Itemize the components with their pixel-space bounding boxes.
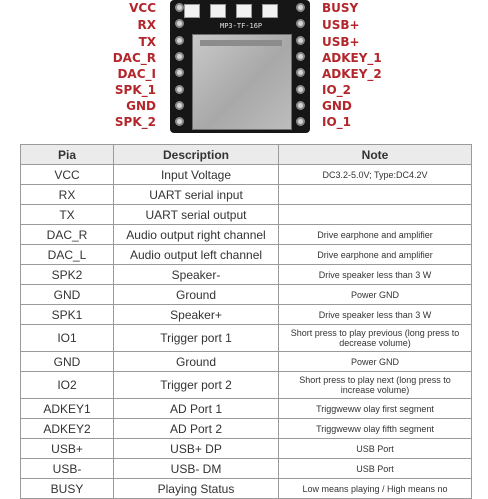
table-row bbox=[21, 265, 472, 285]
mp3-module-board bbox=[170, 0, 310, 133]
pin-label: SPK_2 bbox=[114, 115, 156, 129]
description-cell: USB- DM bbox=[114, 459, 279, 479]
pin-cell: USB+ bbox=[21, 439, 114, 459]
description-cell: AD Port 1 bbox=[114, 399, 279, 419]
table-row bbox=[21, 419, 472, 439]
note-cell: Short press to play previous (long press to decrease volume) bbox=[279, 325, 472, 352]
pin-hole bbox=[175, 19, 184, 28]
table-row bbox=[21, 399, 472, 419]
description-cell: USB+ DP bbox=[114, 439, 279, 459]
note-cell bbox=[279, 185, 472, 205]
table-row bbox=[21, 352, 472, 372]
pin-label: DAC_I bbox=[117, 67, 156, 81]
description-cell: Trigger port 2 bbox=[114, 372, 279, 399]
note-cell: Triggweww olay fifth segment bbox=[279, 419, 472, 439]
pin-cell: SPK1 bbox=[21, 305, 114, 325]
note-cell: Drive earphone and amplifier bbox=[279, 225, 472, 245]
tf-card-slot bbox=[192, 34, 292, 130]
note-cell: Power GND bbox=[279, 352, 472, 372]
note-cell: Drive earphone and amplifier bbox=[279, 245, 472, 265]
note-cell: Short press to play next (long press to increase volume) bbox=[279, 372, 472, 399]
table-row bbox=[21, 459, 472, 479]
pin-cell: VCC bbox=[21, 165, 114, 185]
note-cell: Triggweww olay first segment bbox=[279, 399, 472, 419]
pin-label: GND bbox=[322, 99, 352, 113]
pin-cell: DAC_R bbox=[21, 225, 114, 245]
table-row bbox=[21, 372, 472, 399]
pin-hole bbox=[296, 19, 305, 28]
table-row bbox=[21, 305, 472, 325]
description-cell: Trigger port 1 bbox=[114, 325, 279, 352]
pin-label: ADKEY_2 bbox=[322, 67, 382, 81]
pin-cell: BUSY bbox=[21, 479, 114, 499]
pin-hole bbox=[296, 85, 305, 94]
pin-hole bbox=[296, 36, 305, 45]
pin-cell: DAC_L bbox=[21, 245, 114, 265]
description-cell: Speaker- bbox=[114, 265, 279, 285]
pin-label: GND bbox=[126, 99, 156, 113]
pin-label: USB+ bbox=[322, 35, 360, 49]
pin-label: VCC bbox=[129, 1, 156, 15]
pin-label: IO_1 bbox=[322, 115, 352, 129]
pin-label: BUSY bbox=[322, 1, 359, 15]
pin-hole bbox=[175, 36, 184, 45]
description-cell: Ground bbox=[114, 285, 279, 305]
pin-label: TX bbox=[138, 35, 156, 49]
pin-cell: IO2 bbox=[21, 372, 114, 399]
description-cell: Speaker+ bbox=[114, 305, 279, 325]
pin-label: ADKEY_1 bbox=[322, 51, 382, 65]
pin-hole bbox=[296, 3, 305, 12]
note-cell: Low means playing / High means no bbox=[279, 479, 472, 499]
pin-hole bbox=[175, 101, 184, 110]
table-row bbox=[21, 285, 472, 305]
note-cell: Power GND bbox=[279, 285, 472, 305]
column-header-description: Description bbox=[114, 145, 279, 165]
pin-cell: ADKEY1 bbox=[21, 399, 114, 419]
pin-label: USB+ bbox=[322, 18, 360, 32]
pin-hole bbox=[175, 52, 184, 61]
note-cell: USB Port bbox=[279, 459, 472, 479]
pin-cell: ADKEY2 bbox=[21, 419, 114, 439]
pin-hole bbox=[296, 68, 305, 77]
board-component bbox=[262, 4, 278, 18]
description-cell: AD Port 2 bbox=[114, 419, 279, 439]
left-pin-labels bbox=[96, 0, 156, 138]
pin-cell: GND bbox=[21, 285, 114, 305]
table-row bbox=[21, 205, 472, 225]
table-row bbox=[21, 325, 472, 352]
pin-label: SPK_1 bbox=[114, 83, 156, 97]
description-cell: Ground bbox=[114, 352, 279, 372]
description-cell: UART serial output bbox=[114, 205, 279, 225]
module-diagram bbox=[0, 0, 488, 138]
pin-description-table bbox=[20, 144, 472, 499]
pin-label: IO_2 bbox=[322, 83, 352, 97]
card-slot-edge bbox=[200, 40, 282, 46]
right-pin-labels bbox=[322, 0, 392, 138]
table-row bbox=[21, 225, 472, 245]
table-header-row bbox=[21, 145, 472, 165]
description-cell: Playing Status bbox=[114, 479, 279, 499]
column-header-note: Note bbox=[279, 145, 472, 165]
table-row bbox=[21, 479, 472, 499]
note-cell: Drive speaker less than 3 W bbox=[279, 265, 472, 285]
pin-cell: RX bbox=[21, 185, 114, 205]
board-component bbox=[184, 4, 200, 18]
board-silkscreen: MP3-TF-16P bbox=[220, 22, 263, 30]
pin-label: DAC_R bbox=[112, 51, 156, 65]
board-component bbox=[236, 4, 252, 18]
column-header-pin: Pia bbox=[21, 145, 114, 165]
description-cell: Input Voltage bbox=[114, 165, 279, 185]
pin-label: RX bbox=[137, 18, 156, 32]
pin-hole bbox=[175, 117, 184, 126]
table-row bbox=[21, 245, 472, 265]
description-cell: Audio output left channel bbox=[114, 245, 279, 265]
note-cell bbox=[279, 205, 472, 225]
note-cell: Drive speaker less than 3 W bbox=[279, 305, 472, 325]
pin-hole bbox=[296, 101, 305, 110]
pin-hole bbox=[175, 85, 184, 94]
note-cell: DC3.2-5.0V; Type:DC4.2V bbox=[279, 165, 472, 185]
table-row bbox=[21, 439, 472, 459]
table-row bbox=[21, 185, 472, 205]
pin-cell: TX bbox=[21, 205, 114, 225]
pin-cell: USB- bbox=[21, 459, 114, 479]
pin-hole bbox=[175, 68, 184, 77]
pin-hole bbox=[296, 52, 305, 61]
pin-hole bbox=[175, 3, 184, 12]
pin-cell: SPK2 bbox=[21, 265, 114, 285]
pin-cell: GND bbox=[21, 352, 114, 372]
pin-hole bbox=[296, 117, 305, 126]
table-row bbox=[21, 165, 472, 185]
board-component bbox=[210, 4, 226, 18]
description-cell: UART serial input bbox=[114, 185, 279, 205]
note-cell: USB Port bbox=[279, 439, 472, 459]
description-cell: Audio output right channel bbox=[114, 225, 279, 245]
pin-cell: IO1 bbox=[21, 325, 114, 352]
